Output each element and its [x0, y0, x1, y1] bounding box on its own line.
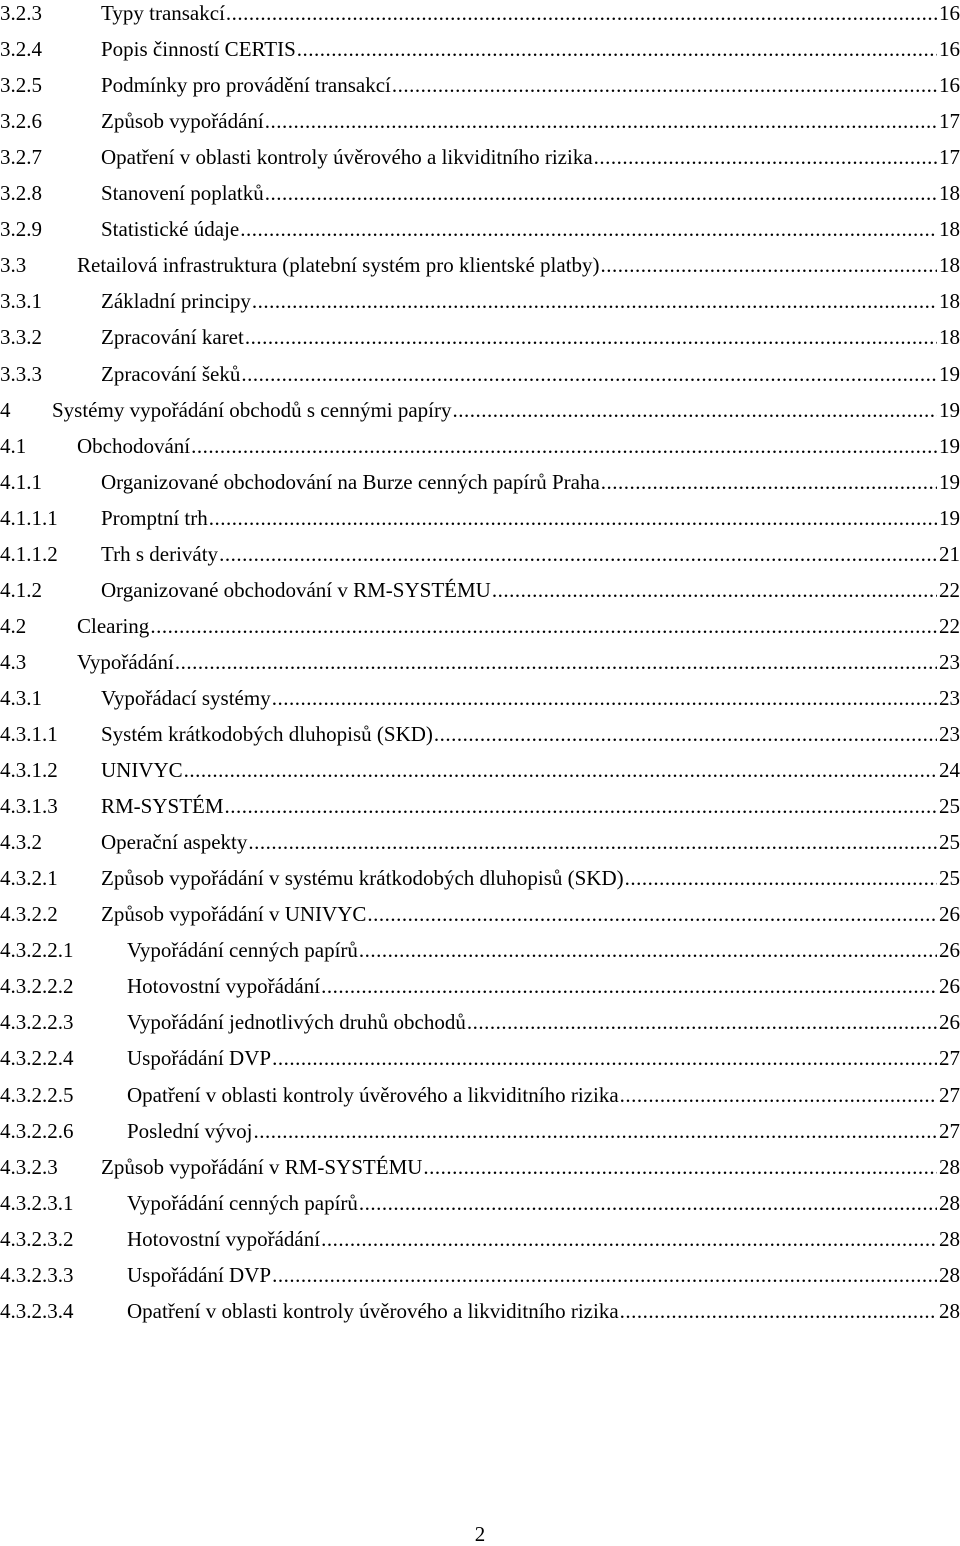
toc-entry-number: 3.2.3 [0, 1, 42, 25]
toc-dot-leader [265, 178, 937, 208]
toc-entry[interactable] [0, 1116, 960, 1146]
toc-entry[interactable] [0, 1260, 960, 1290]
toc-entry-page: 22 [939, 613, 960, 638]
toc-entry-page: 26 [939, 974, 960, 999]
toc-dot-leader [321, 1224, 937, 1254]
toc-dot-leader [594, 142, 937, 172]
toc-entry-page: 17 [939, 145, 960, 170]
toc-entry-page: 26 [939, 1010, 960, 1035]
toc-entry[interactable] [0, 827, 960, 857]
toc-dot-leader [321, 971, 937, 1001]
toc-entry[interactable] [0, 286, 960, 316]
toc-entry-number: 3.2.5 [0, 73, 42, 98]
toc-entry-title: Vypořádací systémy [101, 685, 271, 710]
toc-entry-title: Způsob vypořádání v RM-SYSTÉMU [101, 1154, 423, 1179]
toc-entry-number: 4.3 [0, 649, 27, 674]
toc-entry-page: 16 [939, 1, 960, 25]
toc-entry[interactable] [0, 322, 960, 352]
toc-entry-page: 18 [939, 217, 960, 242]
toc-entry[interactable] [0, 1080, 960, 1110]
toc-entry-page: 25 [939, 794, 960, 819]
toc-entry-number: 3.3.2 [0, 325, 42, 350]
toc-entry[interactable] [0, 755, 960, 785]
toc-entry-title: Zpracování šeků [101, 361, 241, 386]
toc-dot-leader [219, 539, 937, 569]
toc-entry-title: Opatření v oblasti kontroly úvěrového a likviditního rizika [127, 1082, 619, 1107]
toc-entry-number: 4.3.2.3.1 [0, 1190, 74, 1215]
toc-entry-title: Promptní trh [101, 505, 208, 530]
toc-dot-leader [601, 467, 937, 497]
toc-entry-number: 4.3.2.2.1 [0, 938, 74, 963]
toc-entry-title: Trh s deriváty [101, 541, 219, 566]
toc-entry[interactable] [0, 359, 960, 389]
toc-dot-leader [150, 611, 937, 641]
toc-entry-title: UNIVYC [101, 758, 183, 783]
toc-entry[interactable] [0, 467, 960, 497]
toc-dot-leader [175, 647, 937, 677]
toc-entry-title: Způsob vypořádání [101, 109, 264, 134]
toc-entry-number: 4.3.1 [0, 685, 42, 710]
toc-entry-title: Podmínky pro provádění transakcí [101, 73, 391, 98]
toc-entry-number: 4.3.2.2.4 [0, 1046, 74, 1071]
toc-entry[interactable] [0, 250, 960, 280]
toc-entry-page: 27 [939, 1082, 960, 1107]
toc-entry-title: Opatření v oblasti kontroly úvěrového a likviditního rizika [101, 145, 593, 170]
toc-entry-title: Uspořádání DVP [127, 1262, 272, 1287]
toc-entry-page: 28 [939, 1154, 960, 1179]
toc-entry-title: Poslední vývoj [127, 1118, 253, 1143]
toc-entry-page: 19 [939, 361, 960, 386]
toc-entry-page: 18 [939, 289, 960, 314]
toc-entry-title: Systémy vypořádání obchodů s cennými papíry [52, 397, 452, 422]
toc-entry[interactable] [0, 1152, 960, 1182]
toc-dot-leader [367, 899, 937, 929]
toc-entry-page: 28 [939, 1226, 960, 1251]
toc-entry[interactable] [0, 106, 960, 136]
toc-entry[interactable] [0, 539, 960, 569]
toc-entry-number: 4.1.1 [0, 469, 42, 494]
toc-entry-number: 3.3.1 [0, 289, 42, 314]
toc-dot-leader [226, 0, 937, 28]
toc-dot-leader [265, 106, 937, 136]
toc-dot-leader [392, 70, 937, 100]
toc-dot-leader [492, 575, 937, 605]
toc-entry[interactable] [0, 1224, 960, 1254]
toc-entry-title: Vypořádání jednotlivých druhů obchodů [127, 1010, 466, 1035]
toc-entry[interactable] [0, 611, 960, 641]
toc-entry-title: Hotovostní vypořádání [127, 974, 321, 999]
toc-entry-number: 4.3.1.3 [0, 794, 58, 819]
toc-entry-number: 4.1 [0, 433, 27, 458]
toc-entry-number: 4.1.1.1 [0, 505, 58, 530]
toc-entry-number: 3.2.7 [0, 145, 42, 170]
toc-entry-title: Systém krátkodobých dluhopisů (SKD) [101, 722, 433, 746]
toc-dot-leader [620, 1080, 937, 1110]
toc-dot-leader [184, 755, 937, 785]
toc-entry-number: 3.2.6 [0, 109, 42, 134]
toc-entry-number: 4.3.2.3.4 [0, 1298, 74, 1323]
toc-entry-number: 4.2 [0, 613, 27, 638]
toc-entry-page: 16 [939, 73, 960, 98]
toc-entry-page: 18 [939, 181, 960, 206]
toc-entry-page: 24 [939, 758, 960, 783]
toc-dot-leader [453, 395, 937, 425]
toc-entry-title: RM-SYSTÉM [101, 794, 224, 819]
toc-dot-leader [272, 1260, 937, 1290]
toc-entry-number: 3.2.4 [0, 37, 42, 62]
toc-entry-title: Vypořádání [77, 649, 174, 674]
toc-entry-page: 26 [939, 938, 960, 963]
toc-dot-leader [359, 1188, 937, 1218]
toc-entry[interactable] [0, 719, 960, 749]
toc-entry-page: 19 [939, 469, 960, 494]
toc-entry-number: 3.2.8 [0, 181, 42, 206]
toc-entry-title: Obchodování [77, 433, 191, 458]
toc-entry-number: 4.3.2.3 [0, 1154, 58, 1179]
toc-entry-page: 23 [939, 685, 960, 710]
toc-entry-number: 4.3.2 [0, 830, 42, 855]
toc-entry[interactable] [0, 791, 960, 821]
toc-entry-page: 28 [939, 1262, 960, 1287]
toc-entry-page: 19 [939, 433, 960, 458]
toc-dot-leader [191, 431, 937, 461]
toc-dot-leader [620, 1296, 937, 1326]
toc-dot-leader [245, 322, 937, 352]
toc-entry[interactable] [0, 503, 960, 533]
toc-entry-page: 28 [939, 1298, 960, 1323]
toc-entry-title: Opatření v oblasti kontroly úvěrového a likviditního rizika [127, 1298, 619, 1323]
toc-entry[interactable] [0, 1007, 960, 1037]
toc-entry-page: 23 [939, 649, 960, 674]
toc-entry-page: 22 [939, 577, 960, 602]
toc-entry-number: 4.3.2.3.3 [0, 1262, 74, 1287]
toc-dot-leader [434, 719, 937, 749]
toc-entry[interactable] [0, 214, 960, 244]
toc-entry[interactable] [0, 899, 960, 929]
toc-entry-title: Způsob vypořádání v UNIVYC [101, 902, 367, 927]
toc-entry[interactable] [0, 395, 960, 425]
toc-entry[interactable] [0, 575, 960, 605]
toc-entry[interactable] [0, 142, 960, 172]
toc-entry-number: 4.3.2.2 [0, 902, 58, 927]
toc-entry-page: 25 [939, 866, 960, 891]
toc-dot-leader [467, 1007, 937, 1037]
toc-entry-title: Způsob vypořádání v systému krátkodobých dluhopisů (SKD) [101, 866, 624, 891]
toc-entry[interactable] [0, 0, 960, 28]
toc-entry-number: 4.3.2.1 [0, 866, 58, 891]
toc-entry-title: Uspořádání DVP [127, 1046, 272, 1071]
toc-entry-number: 4.3.1.1 [0, 722, 58, 746]
toc-entry-number: 4 [0, 397, 11, 422]
toc-entry-page: 25 [939, 830, 960, 855]
toc-entry-page: 27 [939, 1046, 960, 1071]
toc-dot-leader [209, 503, 937, 533]
toc-entry[interactable] [0, 647, 960, 677]
toc-dot-leader [297, 34, 937, 64]
toc-dot-leader [225, 791, 937, 821]
toc-entry-page: 27 [939, 1118, 960, 1143]
toc-entry-number: 3.3.3 [0, 361, 42, 386]
toc-entry[interactable] [0, 178, 960, 208]
toc-dot-leader [272, 1043, 937, 1073]
toc-entry-number: 4.3.2.2.6 [0, 1118, 74, 1143]
toc-entry-title: Retailová infrastruktura (platební systém pro klientské platby) [77, 253, 600, 278]
toc-entry-number: 4.3.2.2.2 [0, 974, 74, 999]
toc-entry-number: 4.1.2 [0, 577, 42, 602]
toc-dot-leader [359, 935, 937, 965]
toc-dot-leader [241, 359, 937, 389]
toc-entry-title: Vypořádání cenných papírů [127, 1190, 358, 1215]
toc-entry[interactable] [0, 1188, 960, 1218]
toc-entry-title: Statistické údaje [101, 217, 240, 242]
toc-entry[interactable] [0, 70, 960, 100]
toc-dot-leader [423, 1152, 937, 1182]
toc-entry-title: Organizované obchodování na Burze cenných papírů Praha [101, 469, 600, 494]
toc-dot-leader [601, 250, 937, 280]
toc-entry-number: 3.3 [0, 253, 27, 278]
toc-entry-title: Typy transakcí [101, 1, 225, 25]
toc-entry[interactable] [0, 971, 960, 1001]
toc-dot-leader [272, 683, 937, 713]
toc-entry-number: 4.3.2.2.3 [0, 1010, 74, 1035]
toc-entry-title: Operační aspekty [101, 830, 248, 855]
toc-entry[interactable] [0, 863, 960, 893]
toc-entry[interactable] [0, 935, 960, 965]
toc-dot-leader [240, 214, 937, 244]
toc-entry-page: 23 [939, 722, 960, 746]
toc-entry-page: 16 [939, 37, 960, 62]
toc-entry[interactable] [0, 1296, 960, 1326]
toc-entry-page: 19 [939, 397, 960, 422]
toc-entry-title: Zpracování karet [101, 325, 244, 350]
toc-entry-title: Popis činností CERTIS [101, 37, 296, 62]
toc-entry[interactable] [0, 431, 960, 461]
toc-dot-leader [625, 863, 937, 893]
toc-entry-title: Stanovení poplatků [101, 181, 264, 206]
toc-dot-leader [253, 1116, 937, 1146]
toc-entry[interactable] [0, 1043, 960, 1073]
toc-entry-page: 28 [939, 1190, 960, 1215]
toc-entry-page: 18 [939, 253, 960, 278]
toc-entry-number: 4.1.1.2 [0, 541, 58, 566]
page-number: 2 [474, 1522, 486, 1546]
toc-entry-title: Organizované obchodování v RM-SYSTÉMU [101, 577, 491, 602]
toc-entry-page: 26 [939, 902, 960, 927]
toc-entry-page: 17 [939, 109, 960, 134]
toc-entry-title: Základní principy [101, 289, 251, 314]
toc-entry-title: Clearing [77, 613, 150, 638]
toc-dot-leader [248, 827, 937, 857]
toc-entry-page: 19 [939, 505, 960, 530]
toc-entry[interactable] [0, 34, 960, 64]
toc-entry-number: 4.3.1.2 [0, 758, 58, 783]
toc-dot-leader [252, 286, 937, 316]
toc-entry-title: Vypořádání cenných papírů [127, 938, 358, 963]
toc-entry[interactable] [0, 683, 960, 713]
toc-entry-page: 21 [939, 541, 960, 566]
toc-entry-title: Hotovostní vypořádání [127, 1226, 321, 1251]
toc-entry-number: 4.3.2.2.5 [0, 1082, 74, 1107]
toc-entry-number: 4.3.2.3.2 [0, 1226, 74, 1251]
toc-entry-page: 18 [939, 325, 960, 350]
toc-entry-number: 3.2.9 [0, 217, 42, 242]
